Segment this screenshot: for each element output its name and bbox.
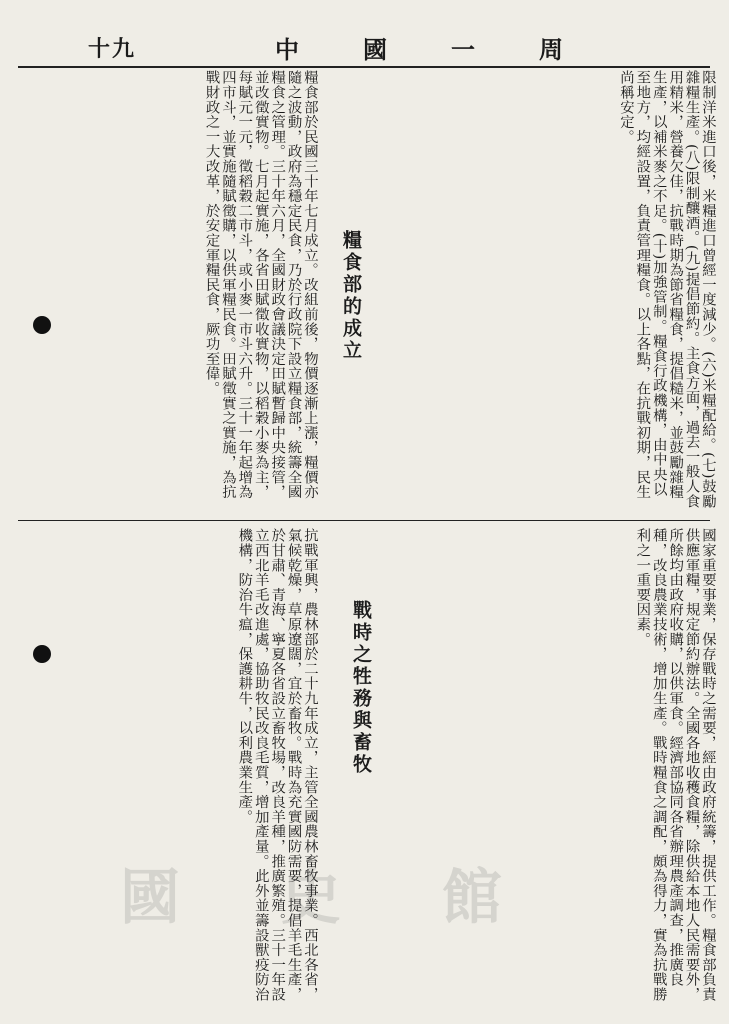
section-divider bbox=[18, 520, 710, 521]
archive-watermark: 國 史 館 bbox=[120, 863, 542, 933]
journal-title: 中國一周 bbox=[275, 35, 627, 64]
article1-title: 糧食部的成立 bbox=[340, 230, 362, 362]
running-header bbox=[0, 0, 729, 66]
article2-body-right: 國家重要事業，保存戰時之需要，經由政府統籌，提供工作。糧食部負責供應軍糧，規定節約辦法。全國各地收穫食糧，除供給本地人民需要外，所餘均由政府收購，以供軍食。經濟部協同各省辦理農產調查，推廣良種，改良農業技術，增加生產。戰時糧食之調配，頗為得力，實為抗戰勝利之一重要因素。 bbox=[634, 528, 716, 1002]
article2-body-left: 抗戰軍興，農林部於二十九年成立，主管全國農林畜牧事業。西北各省，氣候乾燥，草原遼闊，宜於畜牧。戰時為充實國防需要，提倡羊毛生產，於甘肅、青海、寧夏各省設立畜牧場，改良羊種，推廣繁殖。三十一年設立西北羊毛改進處，協助牧民改良毛質，增加產量。此外並籌設獸疫防治機構，防治牛瘟，保護耕牛，以利農業生產。 bbox=[236, 528, 318, 1002]
binding-hole-lower bbox=[33, 645, 51, 663]
article1-body-left: 糧食部於民國三十年七月成立。改組前後，物價逐漸上漲，糧價亦隨之波動，政府為穩定民食，乃於行政院下設立糧食部，統籌全國糧食之管理。三十年六月，全國財政會議決定田賦暫歸中央接管，並改徵實物。七月起實施，各省田賦徵收實物，以稻穀小麥為主，每賦元一元，徵稻穀二市斗，或小麥一市斗六升。三十一年起增為四市斗，並實施隨賦徵購，以供軍糧民食。田賦徵實之實施，為抗戰財政之一大改革，於安定軍糧民食，厥功至偉。 bbox=[203, 70, 318, 500]
article2-title: 戰時之牲務與畜牧 bbox=[350, 600, 372, 776]
binding-hole-upper bbox=[33, 316, 51, 334]
page-number: 十九 bbox=[88, 36, 137, 62]
header-rule bbox=[18, 66, 710, 68]
article1-body-right: 限制洋米進口後，米糧進口曾經一度減少。(六)米糧配給。(七)鼓勵雜糧生產。(八)限制釀酒。(九)提倡節約。主食方面，過去一般人食用精米，營養欠佳，抗戰時期為節省糧食，提倡糙米，並鼓勵雜糧生產，以補米麥之不足。(十)加強管制。糧食行政機構，由中央以至地方，均經設置，負責管理糧食。以上各點，在抗戰初期，民生尚稱安定。 bbox=[617, 70, 716, 509]
